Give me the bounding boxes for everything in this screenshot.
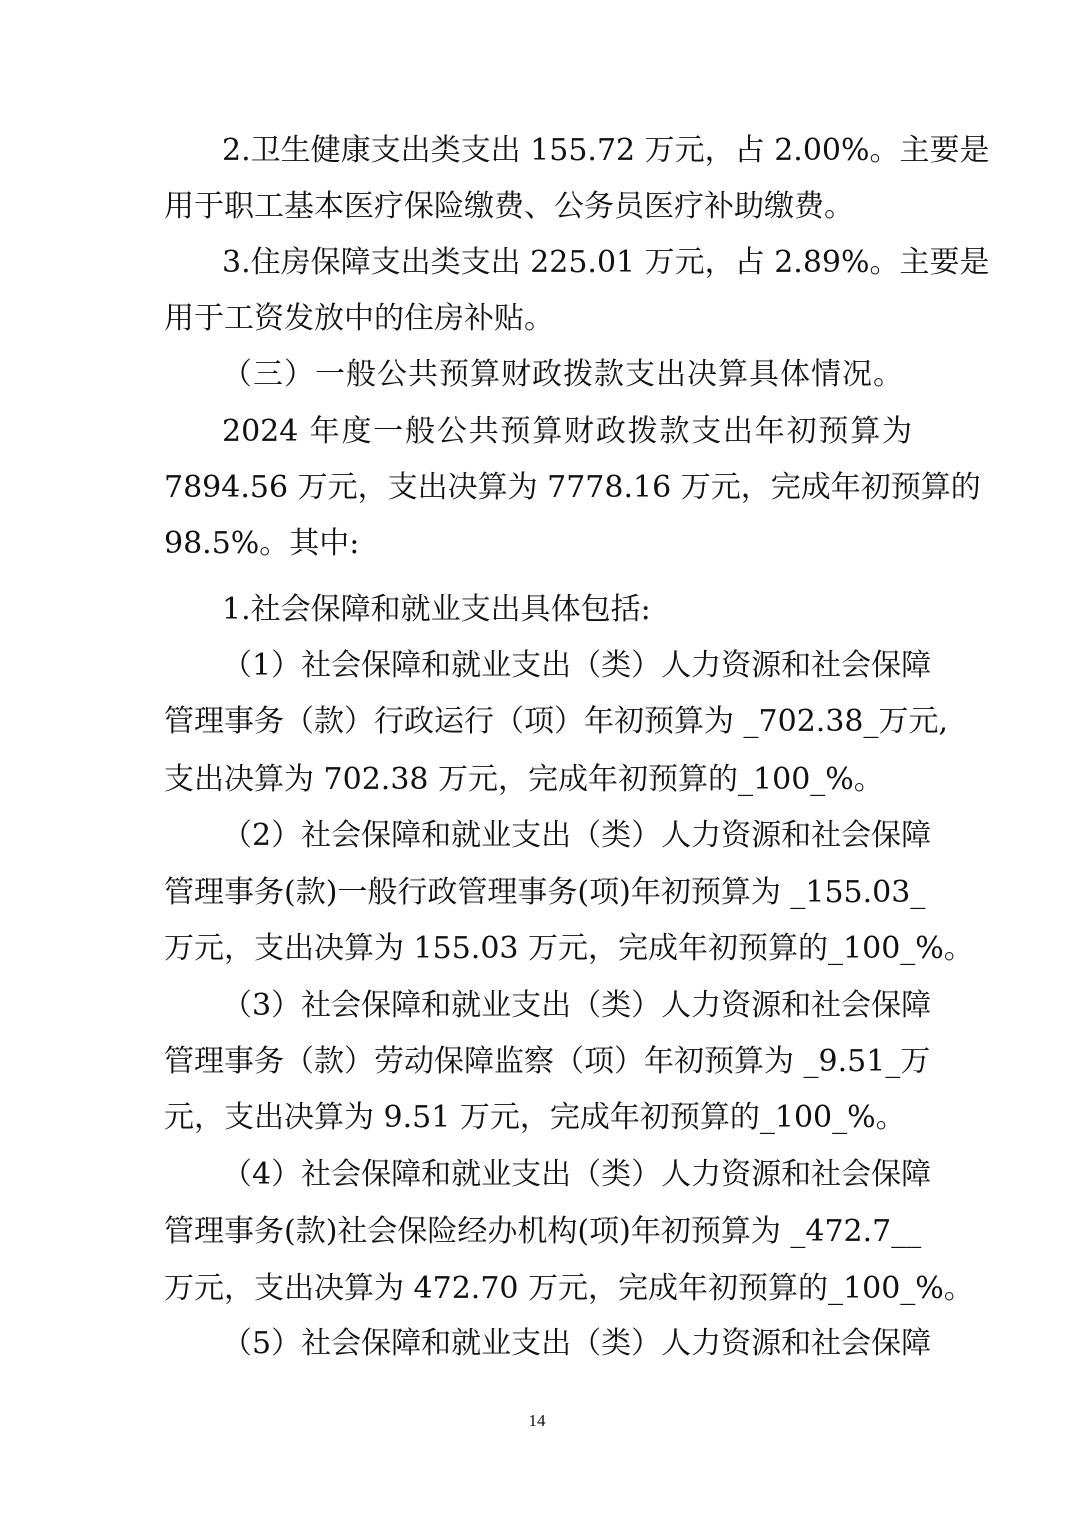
paragraph-line: 管理事务（款）劳动保障监察（项）年初预算为 _9.51_万: [164, 1044, 931, 1079]
paragraph-line: 1.社会保障和就业支出具体包括:: [222, 592, 651, 627]
paragraph-line: （5）社会保障和就业支出（类）人力资源和社会保障: [222, 1326, 932, 1361]
paragraph-line: 2.卫生健康支出类支出 155.72 万元，占 2.00%。主要是: [222, 133, 990, 168]
paragraph-line: 2024 年度一般公共预算财政拨款支出年初预算为: [222, 414, 912, 449]
paragraph-line: 用于工资发放中的住房补贴。: [164, 301, 554, 336]
paragraph-line: 万元，支出决算为 155.03 万元，完成年初预算的_100_%。: [164, 931, 974, 966]
paragraph-line: 用于职工基本医疗保险缴费、公务员医疗补助缴费。: [164, 189, 854, 224]
paragraph-line: 管理事务(款)一般行政管理事务(项)年初预算为 _155.03_: [164, 875, 926, 910]
paragraph-line: （3）社会保障和就业支出（类）人力资源和社会保障: [222, 988, 932, 1023]
paragraph-line: 支出决算为 702.38 万元，完成年初预算的_100_%。: [164, 762, 884, 797]
paragraph-line: 98.5%。其中:: [164, 526, 360, 561]
paragraph-line: 万元，支出决算为 472.70 万元，完成年初预算的_100_%。: [164, 1271, 974, 1306]
paragraph-line: 管理事务（款）行政运行（项）年初预算为 _702.38_万元,: [164, 704, 949, 739]
section-heading: （三）一般公共预算财政拨款支出决算具体情况。: [222, 357, 904, 392]
paragraph-line: 7894.56 万元，支出决算为 7778.16 万元，完成年初预算的: [164, 470, 981, 505]
paragraph-line: （4）社会保障和就业支出（类）人力资源和社会保障: [222, 1157, 932, 1192]
paragraph-line: （2）社会保障和就业支出（类）人力资源和社会保障: [222, 818, 932, 853]
page-number: 14: [528, 1411, 546, 1430]
paragraph-line: 管理事务(款)社会保险经办机构(项)年初预算为 _472.7__: [164, 1214, 922, 1249]
paragraph-line: 3.住房保障支出类支出 225.01 万元，占 2.89%。主要是: [222, 245, 990, 280]
paragraph-line: （1）社会保障和就业支出（类）人力资源和社会保障: [222, 648, 932, 683]
paragraph-line: 元，支出决算为 9.51 万元，完成年初预算的_100_%。: [164, 1100, 906, 1135]
